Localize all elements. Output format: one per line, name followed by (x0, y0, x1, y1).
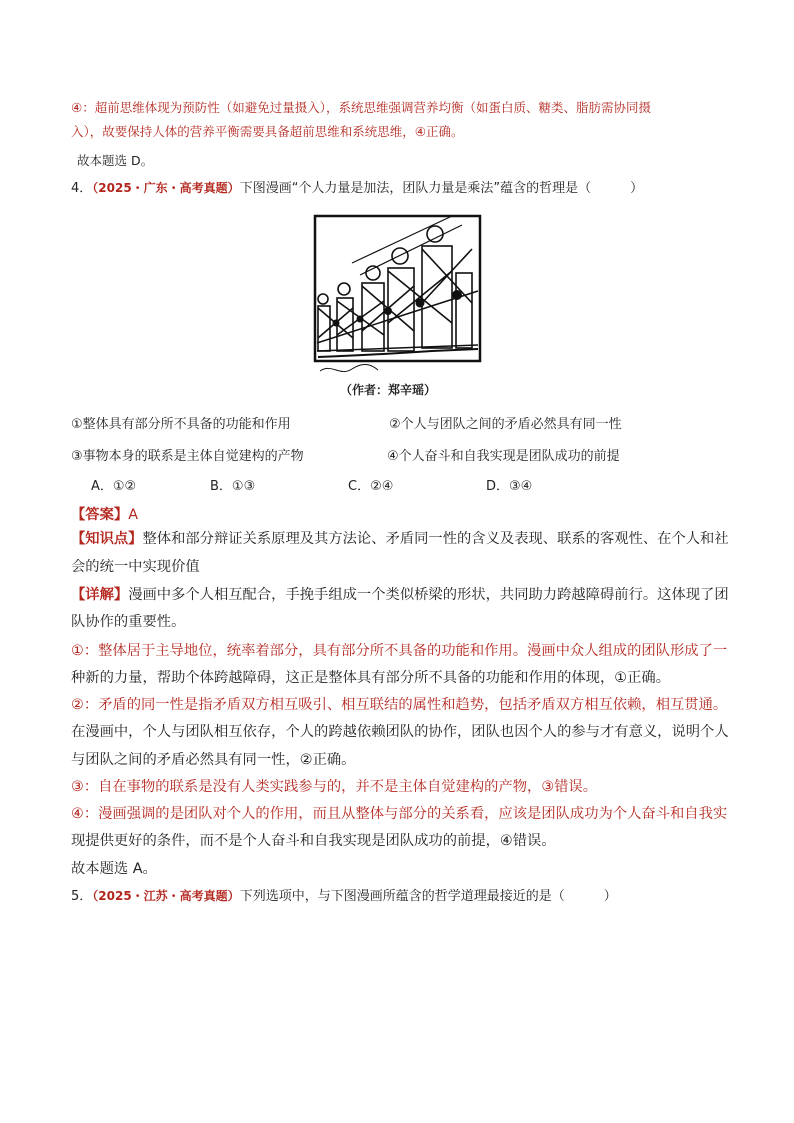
option-c[interactable]: C．②④ (348, 479, 394, 494)
prev-choice: 故本题选 D。 (77, 153, 154, 168)
question-5-stem (71, 887, 617, 906)
statement-4: ④个人奋斗和自我实现是团队成功的前提 (387, 449, 620, 464)
team-bridge-cartoon (312, 213, 484, 381)
explanation-1-line1: ①：整体居于主导地位，统率着部分，具有部分所不具备的功能和作用。漫画中众人组成的团队形成了一 (71, 643, 728, 659)
statement-1: ①整体具有部分所不具备的功能和作用 (71, 417, 291, 432)
answer-tag: 【答案】 (71, 507, 129, 523)
option-d[interactable]: D．③④ (486, 479, 533, 494)
cartoon-caption: （作者：郑辛瑶） (340, 383, 437, 397)
explanation-2-line3: 与团队之间的矛盾必然具有同一性，②正确。 (71, 752, 356, 768)
detail-text: 漫画中多个人相互配合，手挽手组成一个类似桥梁的形状，共同助力跨越障碍前行。这体现了团 (128, 587, 729, 603)
explanation-2-line1: ②：矛盾的同一性是指矛盾双方相互吸引、相互联结的属性和趋势，包括矛盾双方相互依赖，相互贯通。 (71, 697, 728, 713)
question-source: （2025・江苏・高考真题） (92, 889, 240, 903)
detail-tag: 【详解】 (71, 587, 129, 603)
prev-explanation-4-line1: ④：超前思维体现为预防性（如避免过量摄入），系统思维强调营养均衡（如蛋白质、糖类、脂肪需协同摄 (71, 100, 651, 115)
statement-3: ③事物本身的联系是主体自觉建构的产物 (71, 449, 304, 464)
statement-2: ②个人与团队之间的矛盾必然具有同一性 (389, 417, 622, 432)
answer-line (71, 504, 138, 526)
question-text: 下图漫画“个人力量是加法，团队力量是乘法”蕴含的哲理是（ ） (239, 181, 644, 196)
option-b[interactable]: B．①③ (210, 479, 256, 494)
explanation-4-line2: 现提供更好的条件，而不是个人奋斗和自我实现是团队成功的前提，④错误。 (71, 833, 556, 849)
question-4-stem (71, 179, 643, 198)
answer-value: A (128, 507, 138, 523)
detail-line1 (71, 584, 729, 606)
explanation-3-line1: ③：自在事物的联系是没有人类实践参与的，并不是主体自觉建构的产物，③错误。 (71, 779, 598, 795)
question-number: 5． (71, 889, 93, 904)
detail-line2: 队协作的重要性。 (71, 614, 186, 630)
knowledge-point-line2: 会的统一中实现价值 (71, 559, 200, 575)
question-source: （2025・广东・高考真题） (92, 181, 240, 195)
option-a[interactable]: A．①② (91, 479, 137, 494)
question-number: 4． (71, 181, 93, 196)
knowledge-point-text: 整体和部分辩证关系原理及其方法论、矛盾同一性的含义及表现、联系的客观性、在个人和社 (142, 531, 729, 547)
knowledge-point-tag: 【知识点】 (71, 531, 143, 547)
question-4-choice: 故本题选 A。 (71, 861, 157, 877)
knowledge-point-line1 (71, 528, 729, 550)
prev-explanation-4-line2: 入），故要保持人体的营养平衡需要具备超前思维和系统思维，④正确。 (71, 124, 464, 139)
explanation-2-line2: 在漫画中，个人与团队相互依存，个人的跨越依赖团队的协作，团队也因个人的参与才有意义，说明个人 (71, 724, 729, 740)
explanation-1-line2: 种新的力量，帮助个体跨越障碍，这正是整体具有部分所不具备的功能和作用的体现，①正确。 (71, 670, 670, 686)
question-text: 下列选项中，与下图漫画所蕴含的哲学道理最接近的是（ ） (239, 889, 617, 904)
explanation-4-line1: ④：漫画强调的是团队对个人的作用，而且从整体与部分的关系看，应该是团队成功为个人奋斗和自我实 (71, 806, 728, 822)
